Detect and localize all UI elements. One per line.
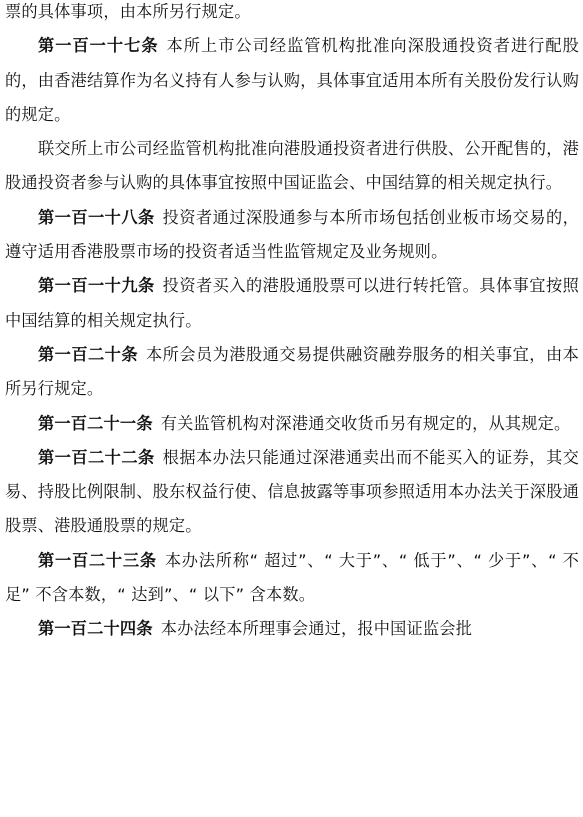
- article-heading: 第一百一十八条: [38, 207, 155, 227]
- article-122: [5, 441, 579, 544]
- paragraph-text: 本所会员为港股通交易提供融资融券服务的相关事宜，由本所另行规定。: [5, 344, 580, 399]
- article-heading: 第一百二十三条: [38, 550, 157, 570]
- article-heading: 第一百一十七条: [38, 36, 159, 56]
- article-117-paragraph-2: [5, 132, 579, 201]
- paragraph-text: 投资者通过深股通参与本所市场包括创业板市场交易的，遵守适用香港股票市场的投资者适当性监管规定及业务规则。: [5, 207, 579, 262]
- article-121: [5, 407, 579, 441]
- paragraph-text: 有关监管机构对深港通交收货币另有规定的，从其规定。: [160, 413, 571, 433]
- article-119: [5, 269, 579, 338]
- article-heading: 第一百二十条: [38, 344, 138, 364]
- paragraph-text: 根据本办法只能通过深港通卖出而不能买入的证券，其交易、持股比例限制、股东权益行使、信息披露等事项参照适用本办法关于深股通股票、港股通股票的规定。: [5, 447, 579, 536]
- paragraph-text: 票的具体事项，由本所另行规定。: [5, 2, 251, 21]
- article-heading: 第一百一十九条: [38, 276, 155, 296]
- article-118: [5, 201, 579, 270]
- paragraph-continuation: [5, 0, 579, 29]
- article-heading: 第一百二十四条: [38, 619, 153, 639]
- article-117: [5, 29, 579, 132]
- paragraph-text: 本所上市公司经监管机构批准向深股通投资者进行配股的，由香港结算作为名义持有人参与认购，具体事宜适用本所有关股份发行认购的规定。: [5, 36, 579, 124]
- paragraph-text: 投资者买入的港股通股票可以进行转托管。具体事宜按照中国结算的相关规定执行。: [5, 276, 579, 330]
- paragraph-text: 本办法经本所理事会通过，报中国证监会批: [160, 619, 473, 639]
- paragraph-text: 本办法所称“ 超过”、“ 大于”、“ 低于”、“ 少于”、“ 不足” 不含本数，“ 达到”、“ 以下” 含本数。: [5, 550, 579, 605]
- article-heading: 第一百二十一条: [38, 413, 153, 433]
- article-heading: 第一百二十二条: [38, 447, 155, 467]
- article-120: [5, 338, 579, 407]
- paragraph-text: 联交所上市公司经监管机构批准向港股通投资者进行供股、公开配售的，港股通投资者参与认购的具体事宜按照中国证监会、中国结算的相关规定执行。: [5, 139, 579, 193]
- article-124: [5, 612, 579, 646]
- article-123: [5, 544, 579, 613]
